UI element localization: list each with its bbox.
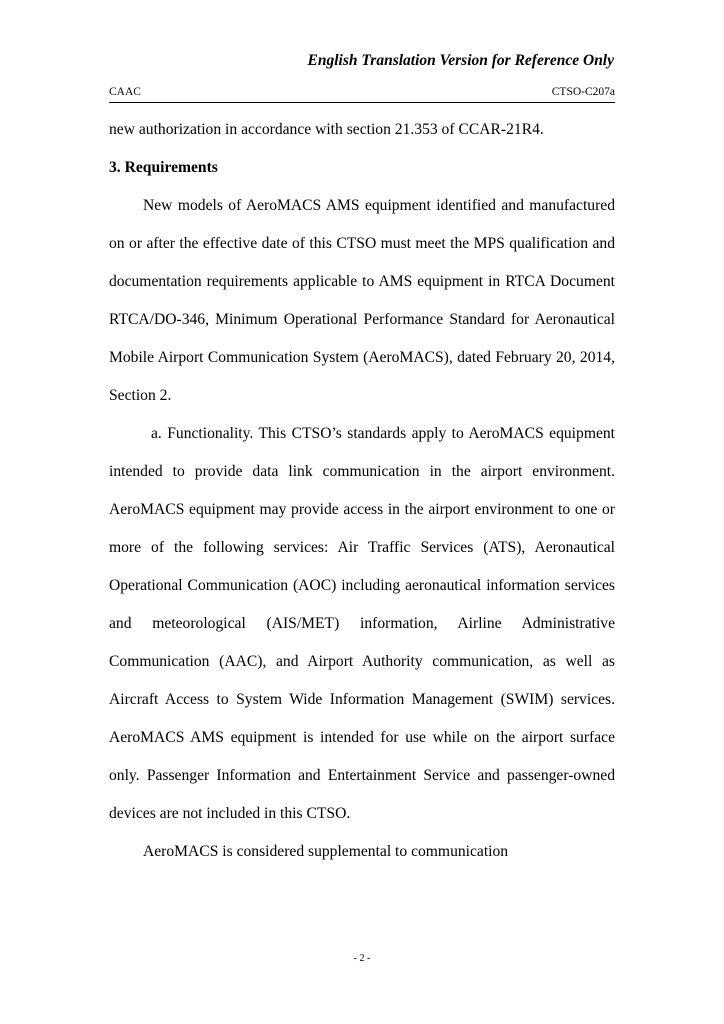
header-document-id: CTSO-C207a	[551, 86, 615, 98]
continuation-paragraph: new authorization in accordance with section 21.353 of CCAR-21R4.	[109, 121, 544, 138]
running-header	[109, 86, 615, 103]
supplemental-paragraph: AeroMACS is considered supplemental to communication	[143, 843, 509, 860]
translation-banner: English Translation Version for Reference Only	[307, 52, 614, 69]
requirements-paragraph: New models of AeroMACS AMS equipment identified and manufactured on or after the effective date of this CTSO must meet the MPS qualification and documentation requirements applicable to AMS equipment in RTCA Document RTCA/DO-346, Minimum Operational Performance Standard for Aeronautical Mobile Airport Communication System (AeroMACS), dated February 20, 2014, Section 2.	[109, 197, 615, 404]
section-heading: 3. Requirements	[109, 159, 218, 176]
functionality-paragraph: a. Functionality. This CTSO’s standards apply to AeroMACS equipment intended to provide data link communication in the airport environment. AeroMACS equipment may provide access in the airport environment to one or more of the following services: Air Traffic Services (ATS), Aeronautical Operational Communication (AOC) including aeronautical information services and meteorological (AIS/MET) information, Airline Administrative Communication (AAC), and Airport Authority communication, as well as Aircraft Access to System Wide Information Management (SWIM) services. AeroMACS AMS equipment is intended for use while on the airport surface only. Passenger Information and Entertainment Service and passenger-owned devices are not included in this CTSO.	[109, 425, 615, 822]
page-number: - 2 -	[353, 953, 371, 964]
document-body	[109, 111, 615, 871]
header-organization: CAAC	[109, 86, 141, 98]
